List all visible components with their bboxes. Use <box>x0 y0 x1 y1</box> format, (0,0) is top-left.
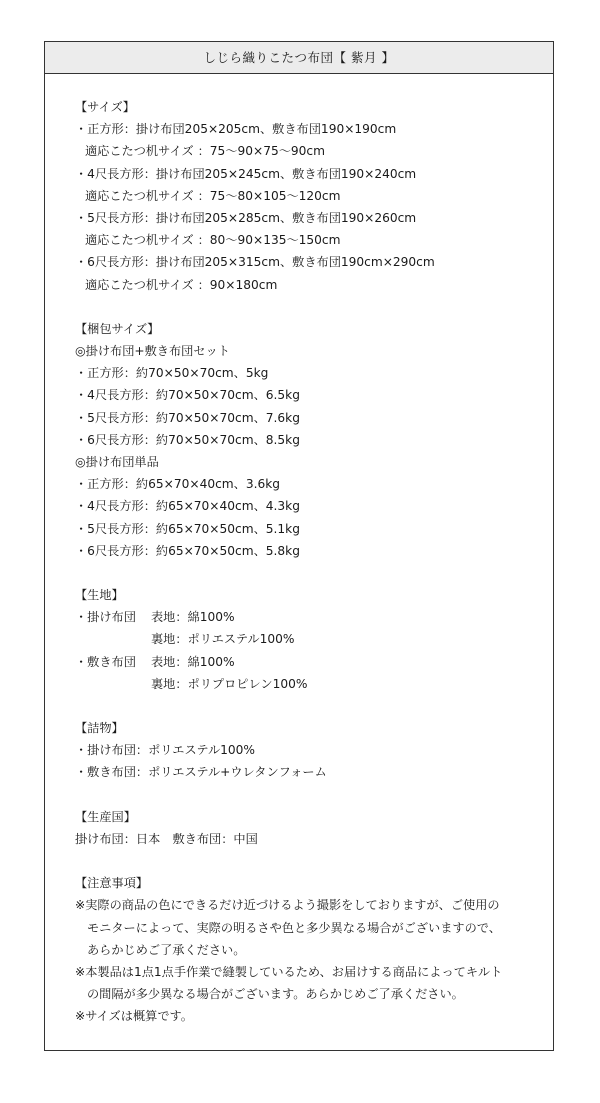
size-item-table: 適応こたつ机サイズ ：75～80×105～120cm <box>85 188 341 203</box>
fabric-shiki-label: ・敷き布団 <box>75 654 136 669</box>
size-item: ・5尺長方形：掛け布団205×285cm、敷き布団190×260cm <box>75 211 417 226</box>
package-heading: 【梱包サイズ】 <box>75 321 160 336</box>
filling-shiki: ・敷き布団：ポリエステル+ウレタンフォーム <box>75 765 327 780</box>
fabric-kake-label: ・掛け布団 <box>75 610 136 625</box>
spec-content <box>45 74 553 1028</box>
package-single-item: ・正方形：約65×70×40cm、3.6kg <box>75 477 281 492</box>
filling-kake: ・掛け布団：ポリエステル100% <box>75 743 255 758</box>
notes-section <box>75 872 553 1027</box>
size-item: ・6尺長方形：掛け布団205×315cm、敷き布団190cm×290cm <box>75 255 435 270</box>
package-set-item: ・正方形：約70×50×70cm、5kg <box>75 366 269 381</box>
fabric-shiki-front: 表地：綿100% <box>151 654 235 669</box>
note-size: ※サイズは概算です。 <box>75 1009 193 1024</box>
fabric-row-shiki <box>75 651 553 673</box>
package-set-item: ・6尺長方形：約70×50×70cm、8.5kg <box>75 432 300 447</box>
size-item: ・正方形：掛け布団205×205cm、敷き布団190×190cm <box>75 122 397 137</box>
package-set-item: ・4尺長方形：約70×50×70cm、6.5kg <box>75 388 300 403</box>
filling-heading: 【詰物】 <box>75 721 124 736</box>
package-single-item: ・4尺長方形：約65×70×40cm、4.3kg <box>75 499 300 514</box>
note-handmade-cont: の間隔が多少異なる場合がございます。あらかじめご了承ください。 <box>87 987 464 1002</box>
size-section <box>75 96 553 296</box>
package-section <box>75 318 553 562</box>
product-title: しじら織りこたつ布団【 紫月 】 <box>45 42 553 74</box>
size-item-table: 適応こたつ机サイズ ：80～90×135～150cm <box>85 233 341 248</box>
fabric-kake-front: 表地：綿100% <box>151 610 235 625</box>
fabric-section <box>75 584 553 695</box>
size-item: ・4尺長方形：掛け布団205×245cm、敷き布団190×240cm <box>75 166 417 181</box>
package-single-item: ・6尺長方形：約65×70×50cm、5.8kg <box>75 543 300 558</box>
fabric-heading: 【生地】 <box>75 588 124 603</box>
fabric-shiki-back: 裏地：ポリプロピレン100% <box>151 676 308 691</box>
package-single-title: ◎掛け布団単品 <box>75 455 159 470</box>
note-color-cont: あらかじめご了承ください。 <box>87 942 246 957</box>
notes-heading: 【注意事項】 <box>75 876 149 891</box>
size-item-table: 適応こたつ机サイズ ：75～90×75～90cm <box>85 144 325 159</box>
note-color-cont: モニターによって、実際の明るさや色と多少異なる場合がございますので、 <box>87 920 501 935</box>
spec-panel <box>44 41 554 1051</box>
package-set-item: ・5尺長方形：約70×50×70cm、7.6kg <box>75 410 300 425</box>
note-color: ※実際の商品の色にできるだけ近づけるよう撮影をしておりますが、ご使用の <box>75 898 500 913</box>
origin-heading: 【生産国】 <box>75 809 136 824</box>
fabric-row-kake <box>75 606 553 628</box>
origin-section <box>75 806 553 850</box>
size-item-table: 適応こたつ机サイズ ：90×180cm <box>85 277 278 292</box>
filling-section <box>75 717 553 784</box>
size-heading: 【サイズ】 <box>75 100 135 114</box>
package-single-item: ・5尺長方形：約65×70×50cm、5.1kg <box>75 521 300 536</box>
fabric-kake-back: 裏地：ポリエステル100% <box>151 632 295 647</box>
note-handmade: ※本製品は1点1点手作業で縫製しているため、お届けする商品によってキルト <box>75 964 503 979</box>
origin-text: 掛け布団：日本 敷き布団：中国 <box>75 831 258 846</box>
package-set-title: ◎掛け布団+敷き布団セット <box>75 344 230 359</box>
